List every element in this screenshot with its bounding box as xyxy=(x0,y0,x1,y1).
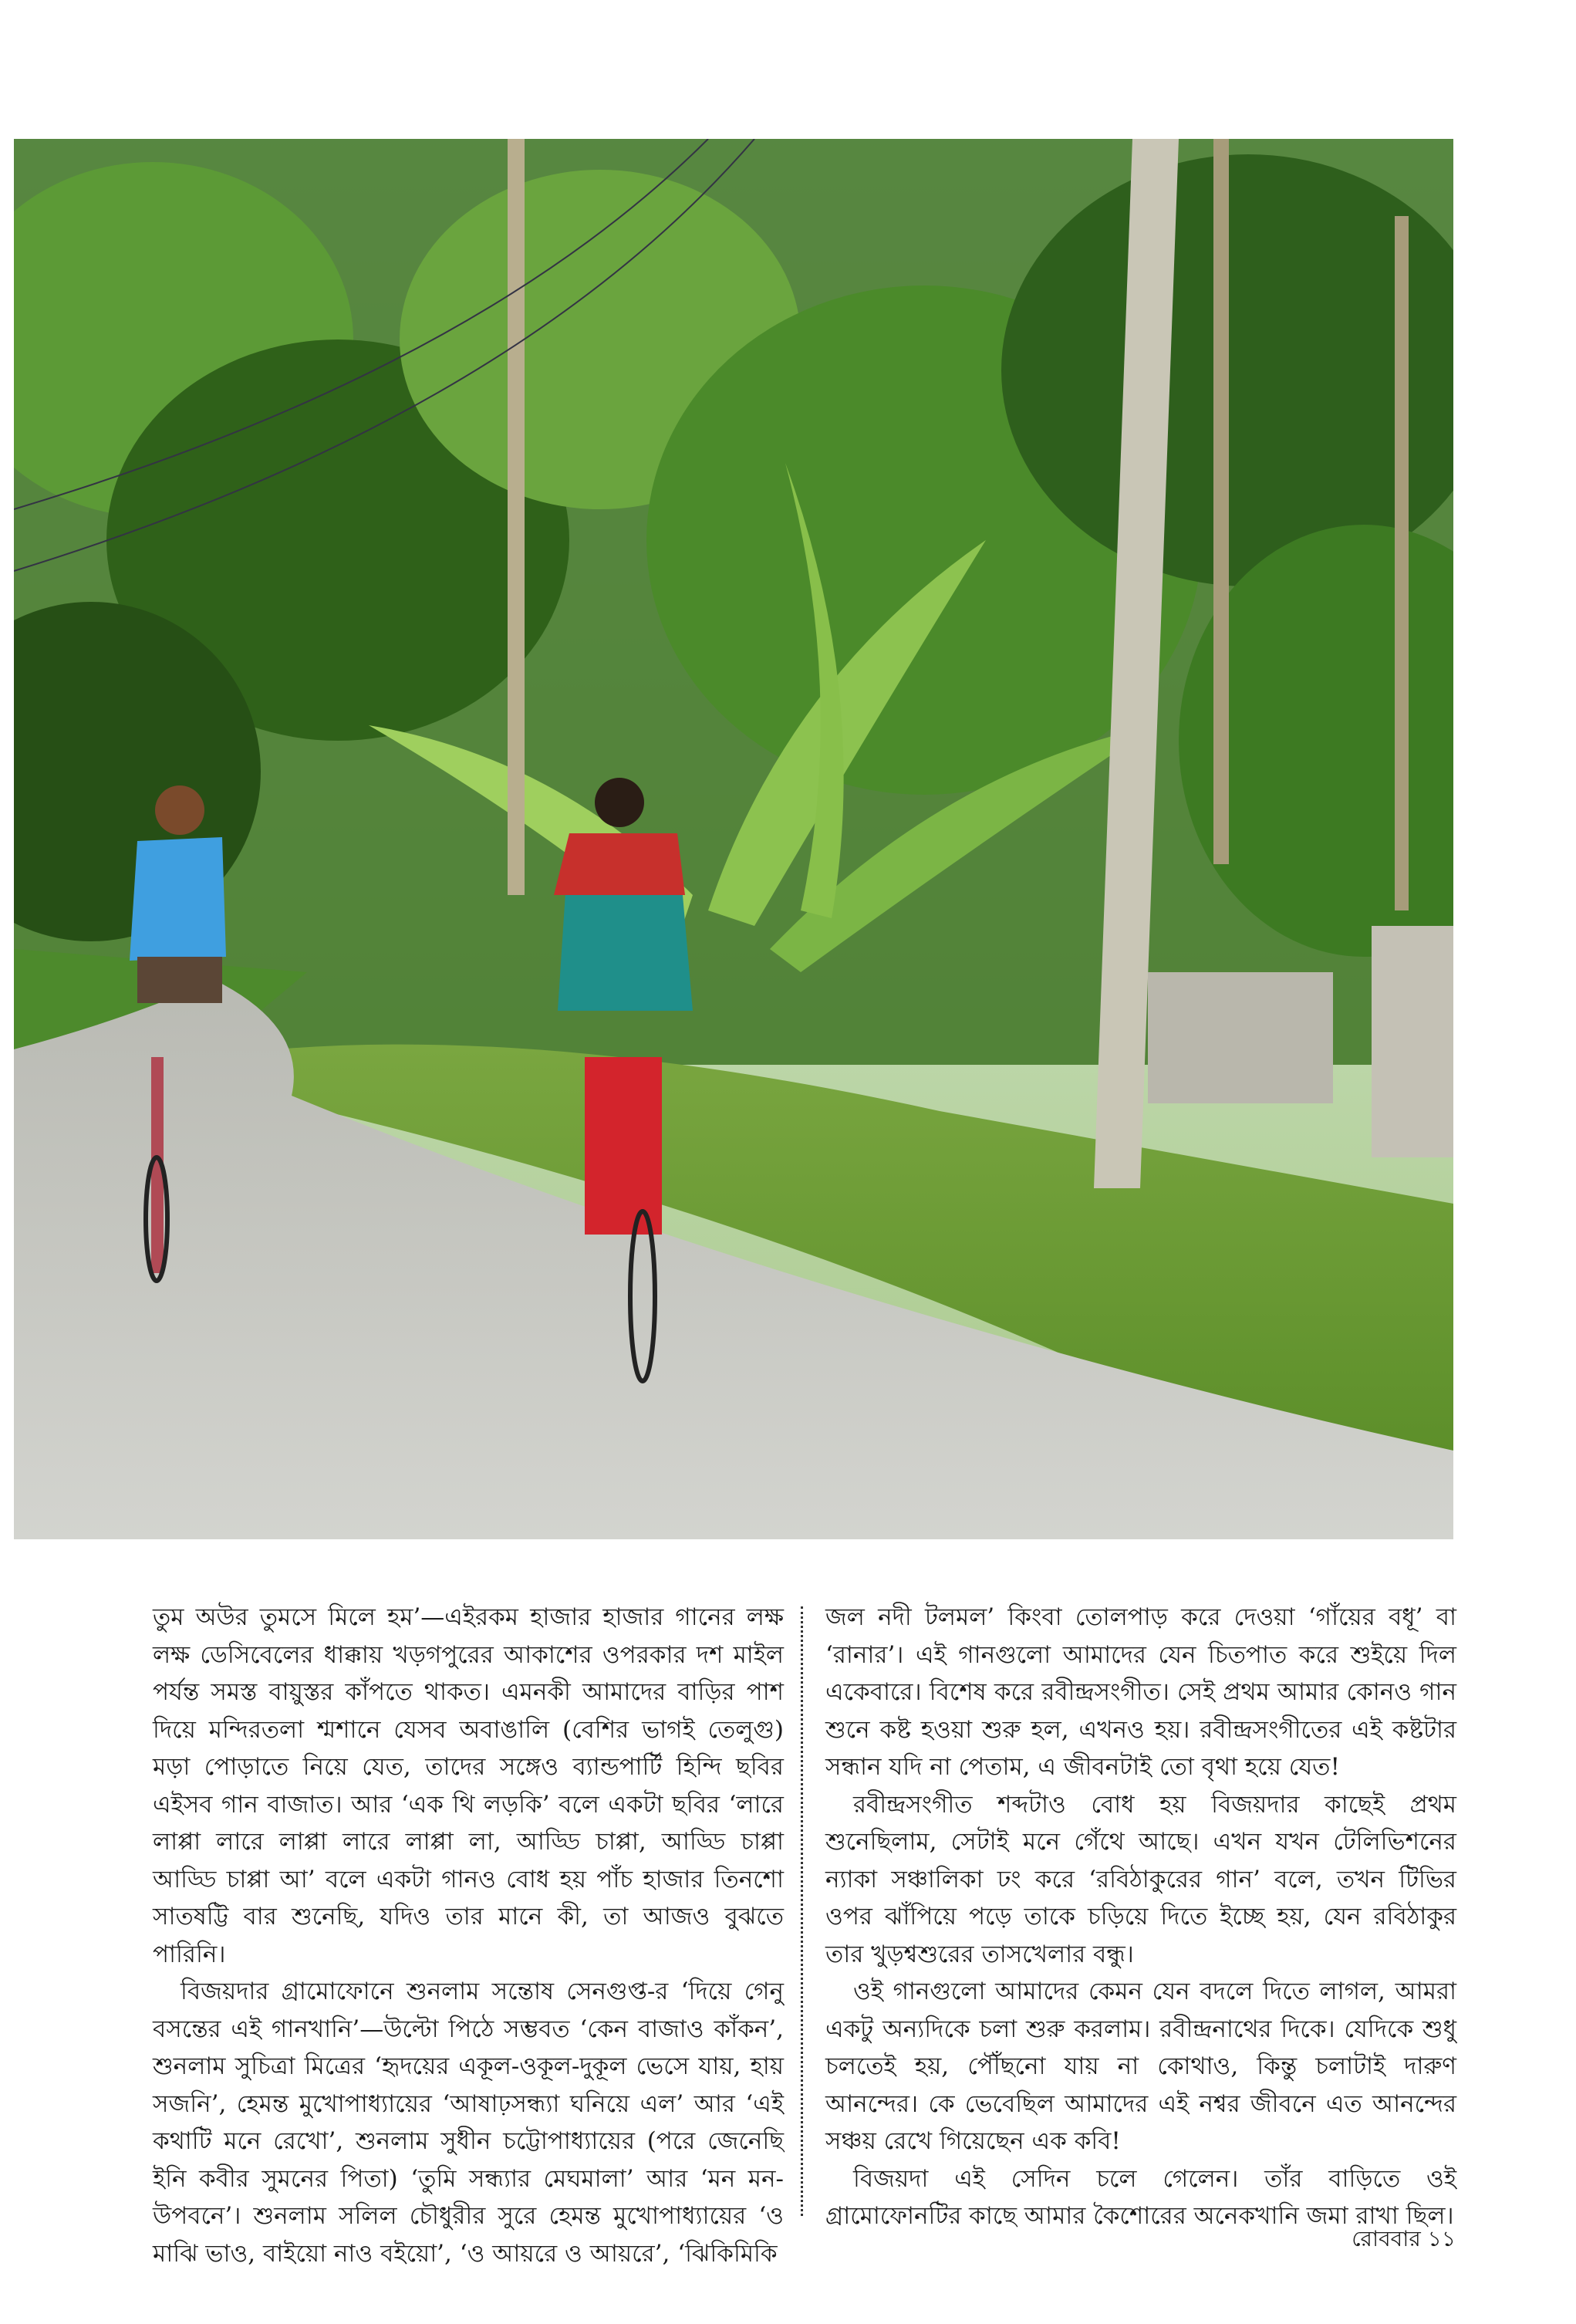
article-paragraph: রবীন্দ্রসংগীত শব্দটাও বোধ হয় বিজয়দার কাছেই প্রথম শুনেছিলাম, সেটাই মনে গেঁথে আছে। এখন যখন টেলিভিশনের ন্যাকা সঞ্চালিকা ঢং করে ‘রবিঠাকুরের গান’ বলে, তখন টিভির ওপর ঝাঁপিয়ে পড়ে তাকে চড়িয়ে দিতে ইচ্ছে হয়, যেন রবিঠাকুর তার খুড়শ্বশুরের তাসখেলার বন্ধু। xyxy=(825,1790,1456,1968)
article-paragraph: বিজয়দার গ্রামোফোনে শুনলাম সন্তোষ সেনগুপ্ত-র ‘দিয়ে গেনু বসন্তের এই গানখানি’—উল্টো পিঠে সম্ভবত ‘কেন বাজাও কাঁকন’, শুনলাম সুচিত্রা মিত্রের ‘হৃদয়ের একূল-ওকূল-দুকূল ভেসে যায়, হায় সজনি’, হেমন্ত মুখোপাধ্যায়ের ‘আষাঢ়সন্ধ্যা ঘনিয়ে এল’ আর ‘এই কথাটি মনে রেখো’, শুনলাম সুধীন চট্টোপাধ্যায়ের (পরে জেনেছি ইনি কবীর সুমনের পিতা) ‘তুমি সন্ধ্যার মেঘমালা’ আর ‘মন মন-উপবনে’। শুনলাম সলিল চৌধুরীর সুরে হেমন্ত মুখোপাধ্যায়ের ‘ও মাঝি ভাও, বাইয়ো নাও বইয়ো’, ‘ও আয়রে ও আয়রে’, ‘ঝিকিমিকি xyxy=(153,1978,784,2268)
article-photo xyxy=(14,139,1453,1539)
article-paragraph: ওই গানগুলো আমাদের কেমন যেন বদলে দিতে লাগল, আমরা একটু অন্যদিকে চলা শুরু করলাম। রবীন্দ্রনাথের দিকে। যেদিকে শুধু চলতেই হয়, পৌঁছনো যায় না কোথাও, কিন্তু চলাটাই দারুণ আনন্দের। কে ভেবেছিল আমাদের এই নশ্বর জীবনে এত আনন্দের সঞ্চয় রেখে গিয়েছেন এক কবি! xyxy=(825,1978,1456,2155)
article-paragraph: তুম অউর তুমসে মিলে হম’—এইরকম হাজার হাজার গানের লক্ষ লক্ষ ডেসিবেলের ধাক্কায় খড়গপুরের আকাশের ওপরকার দশ মাইল পর্যন্ত সমস্ত বায়ুস্তর কাঁপতে থাকত। এমনকী আমাদের বাড়ির পাশ দিয়ে মন্দিরতলা শ্মশানে যেসব অবাঙালি (বেশির ভাগই তেলুগু) মড়া পোড়াতে নিয়ে যেত, তাদের সঙ্গেও ব্যান্ডপার্টি হিন্দি ছবির এইসব গান বাজাত। আর ‘এক থি লড়কি’ বলে একটা ছবির ‘লারে লাপ্পা লারে লাপ্পা লারে লাপ্পা লা, আড্ডি চাপ্পা, আড্ডি চাপ্পা আড্ডি চাপ্পা আ’ বলে একটা গানও বোধ হয় পাঁচ হাজার তিনশো সাতষট্টি বার শুনেছি, যদিও তার মানে কী, তা আজও বুঝতে পারিনি। xyxy=(153,1603,784,1968)
article-column-left xyxy=(153,1599,784,2272)
article-paragraph: জল নদী টলমল’ কিংবা তোলপাড় করে দেওয়া ‘গাঁয়ের বধূ’ বা ‘রানার’। এই গানগুলো আমাদের যেন চিতপাত করে শুইয়ে দিল একেবারে। বিশেষ করে রবীন্দ্রসংগীত। সেই প্রথম আমার কোনও গান শুনে কষ্ট হওয়া শুরু হল, এখনও হয়। রবীন্দ্রসংগীতের এই কষ্টটার সন্ধান যদি না পেতাম, এ জীবনটাই তো বৃথা হয়ে যেত! xyxy=(825,1603,1456,1781)
article-paragraph: বিজয়দা এই সেদিন চলে গেলেন। তাঁর বাড়িতে ওই গ্রামোফোনটির কাছে আমার কৈশোরের অনেকখানি জমা রাখা ছিল। xyxy=(825,2164,1456,2230)
photo-illustration xyxy=(14,139,1453,1539)
column-divider xyxy=(801,1606,803,2216)
page-folio: রোববার ১১ xyxy=(1352,2226,1456,2251)
article-column-right xyxy=(825,1599,1456,2235)
